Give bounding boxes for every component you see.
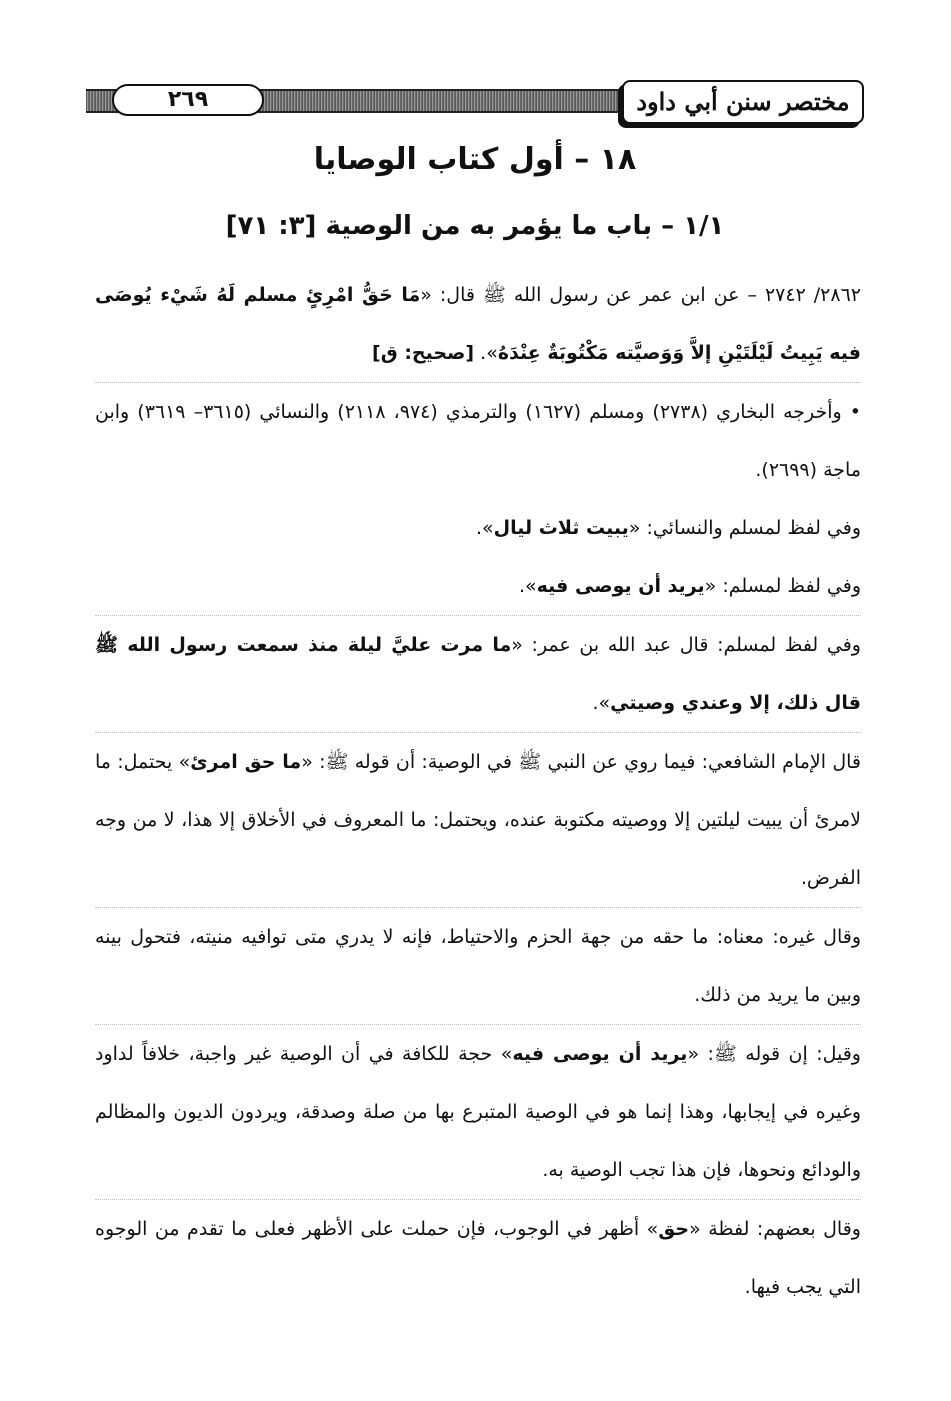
qila-suffix: » حجة للكافة في أن الوصية غير واجبة، خلافاً لداود وغيره في إيجابها، وهذا إنما هو في الوصية المتبرع بها من صلة وصدقة، ويردون الديون والمظالم والودائع ونحوها، فإن هذا تجب الوصية به. — [95, 1043, 861, 1181]
hadith-grade: [صحيح: ق] — [372, 342, 475, 364]
variant3-suffix: ». — [592, 692, 611, 714]
qila-paragraph — [95, 1025, 861, 1199]
chapter-title: ١٨ – أول كتاب الوصايا — [313, 142, 637, 177]
qila-quote: يريد أن يوصى فيه — [512, 1043, 688, 1065]
hadith-close: ». — [474, 342, 498, 364]
variant-ibn-umar — [95, 616, 861, 732]
shafii-suffix: » يحتمل: ما لامرئ أن يبيت ليلتين إلا ووصيته مكتوبة عنده، ويحتمل: ما المعروف في الأخلاق إلا هذا، لا من وجه الفرض. — [95, 751, 861, 889]
variant1-suffix: ». — [475, 517, 494, 539]
page-number: ٢٦٩ — [112, 84, 264, 116]
variant2-quote: يريد أن يوصى فيه — [536, 575, 705, 597]
variant2-prefix: وفي لفظ لمسلم: « — [704, 575, 861, 597]
variant3-quote: ما مرت عليَّ ليلة منذ سمعت رسول الله ﷺ قال ذلك، إلا وعندي وصيتي — [95, 634, 861, 714]
baduhum-suffix: » أظهر في الوجوب، فإن حملت على الأظهر فعلى ما تقدم من الوجوه التي يجب فيها. — [95, 1218, 861, 1298]
shafii-quote: ما حق امرئ — [190, 751, 302, 773]
other-view-paragraph: وقال غيره: معناه: ما حقه من جهة الحزم والاحتياط، فإنه لا يدري متى توافيه منيته، فتحول بينه وبين ما يريد من ذلك. — [95, 926, 861, 1006]
hadith-paragraph — [95, 266, 861, 382]
hadith-intro: ٢٨٦٢/ ٢٧٤٢ – عن ابن عمر عن رسول الله ﷺ قال: « — [420, 284, 861, 306]
variant-muslim-nasai — [95, 499, 861, 557]
baduhum-paragraph — [95, 1200, 861, 1316]
shafii-paragraph — [95, 733, 861, 907]
qila-prefix: وقيل: إن قوله ﷺ: « — [687, 1043, 861, 1065]
takhrij-paragraph: • وأخرجه البخاري (٢٧٣٨) ومسلم (١٦٢٧) والترمذي (٩٧٤، ٢١١٨) والنسائي (٣٦١٥– ٣٦١٩) وابن ماجة (٢٦٩٩). — [95, 401, 861, 481]
section-title: ١/١ – باب ما يؤمر به من الوصية [٣: ٧١] — [225, 211, 725, 241]
variant2-suffix: ». — [518, 575, 537, 597]
shafii-prefix: قال الإمام الشافعي: فيما روي عن النبي ﷺ في الوصية: أن قوله ﷺ: « — [301, 751, 861, 773]
baduhum-prefix: وقال بعضهم: لفظة « — [689, 1218, 861, 1240]
baduhum-quote: حق — [658, 1218, 690, 1240]
variant3-prefix: وفي لفظ لمسلم: قال عبد الله بن عمر: « — [511, 634, 861, 656]
variant1-prefix: وفي لفظ لمسلم والنسائي: « — [628, 517, 861, 539]
body-text — [95, 266, 861, 1316]
book-title: مختصر سنن أبي داود — [622, 80, 864, 124]
variant-muslim — [95, 557, 861, 615]
hadith-matn: مَا حَقُّ امْرِئٍ مسلم لَهُ شَيْء يُوصَى فيه يَبِيتُ لَيْلَتَيْنِ إلاَّ وَوَصيَّته مَكْتُوبَةٌ عِنْدَهُ — [95, 284, 861, 364]
running-header — [86, 80, 864, 124]
variant1-quote: يبيت ثلاث ليال — [493, 517, 629, 539]
